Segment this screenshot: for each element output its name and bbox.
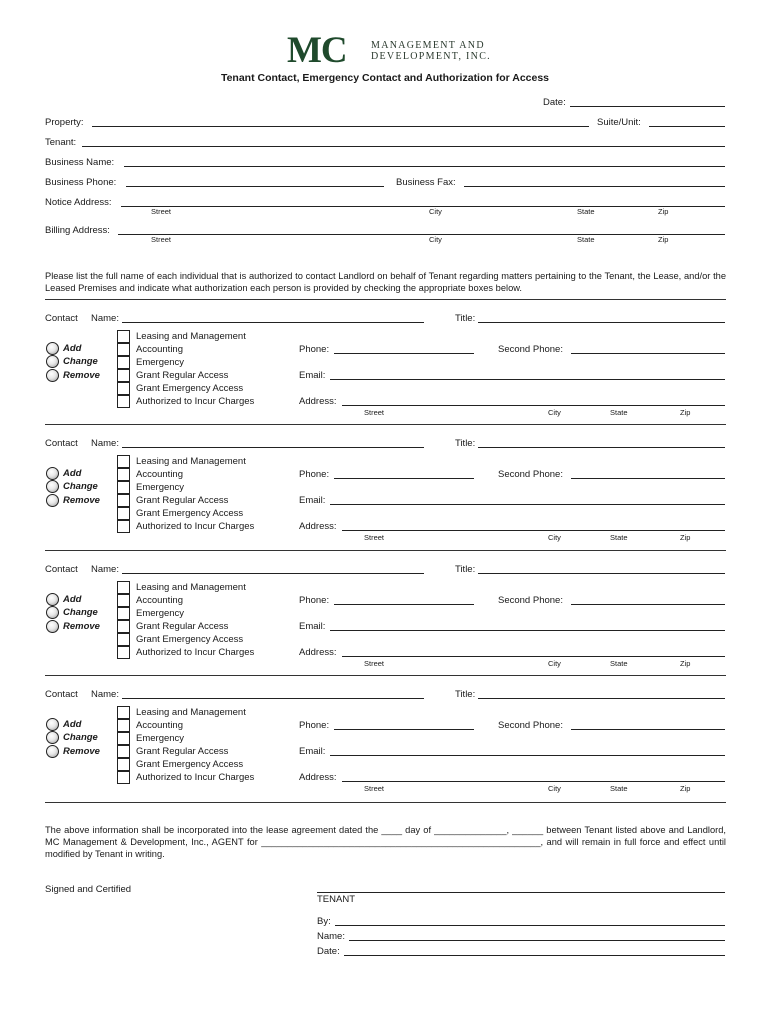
company-logo-mark: MC <box>287 30 347 71</box>
contact-name-field[interactable] <box>122 322 424 323</box>
contact-address-field[interactable] <box>342 530 725 531</box>
contact-phone-field[interactable] <box>334 478 474 479</box>
property-label: Property: <box>45 117 84 128</box>
contact-second-phone-label: Second Phone: <box>498 469 563 480</box>
contact-label: Contact <box>45 313 78 324</box>
contact-email-field[interactable] <box>330 379 725 380</box>
contact-phone-field[interactable] <box>334 353 474 354</box>
contact-email-label: Email: <box>299 495 326 506</box>
signer-date-label: Date: <box>317 946 340 957</box>
auth-grant-regular-access-checkbox[interactable] <box>117 620 130 633</box>
action-remove-radio[interactable] <box>46 494 59 507</box>
auth-grant-regular-access-label: Grant Regular Access <box>136 746 229 757</box>
signer-name-label: Name: <box>317 931 345 942</box>
business-name-label: Business Name: <box>45 157 115 168</box>
contact-name-field[interactable] <box>122 698 424 699</box>
action-add-label: Add <box>63 594 82 605</box>
company-logo-line2: DEVELOPMENT, INC. <box>371 51 491 62</box>
contact-phone-field[interactable] <box>334 729 474 730</box>
contact-city-label: City <box>548 659 561 668</box>
contact-zip-label: Zip <box>680 784 691 793</box>
action-remove-label: Remove <box>63 370 100 381</box>
auth-grant-emergency-access-checkbox[interactable] <box>117 382 130 395</box>
form-title: Tenant Contact, Emergency Contact and Authorization for Access <box>220 72 550 84</box>
tenant-label: Tenant: <box>45 137 77 148</box>
contact-name-field[interactable] <box>122 447 424 448</box>
business-fax-field[interactable] <box>464 186 725 187</box>
auth-accounting-label: Accounting <box>136 595 184 606</box>
contact-second-phone-field[interactable] <box>571 604 725 605</box>
contact-state-label: State <box>610 659 628 668</box>
company-logo-line1: MANAGEMENT AND <box>371 40 485 51</box>
billing-state-label: State <box>577 235 595 244</box>
contact-label: Contact <box>45 689 78 700</box>
auth-leasing-and-management-label: Leasing and Management <box>136 331 246 342</box>
instructions-text: Please list the full name of each individual that is authorized to contact Landlord on behalf of Tenant regarding matters pertaining to the Tenant, the Lease, and/or the Leased Premises and indicate what authorization each person is provided by checking the appropriate boxes below. <box>45 271 726 293</box>
action-change-radio[interactable] <box>46 480 59 493</box>
contact-name-label: Name: <box>91 313 119 324</box>
action-remove-label: Remove <box>63 621 100 632</box>
contact-email-field[interactable] <box>330 504 725 505</box>
contact-phone-label: Phone: <box>299 469 330 480</box>
contact-title-field[interactable] <box>478 698 725 699</box>
contact-title-field[interactable] <box>478 447 725 448</box>
contact-second-phone-field[interactable] <box>571 729 725 730</box>
tenant-label: TENANT <box>317 894 355 905</box>
contact-address-label: Address: <box>299 521 337 532</box>
property-field[interactable] <box>92 126 589 127</box>
by-label: By: <box>317 916 331 927</box>
contact-title-label: Title: <box>455 313 476 324</box>
business-fax-label: Business Fax: <box>396 177 456 188</box>
contact-second-phone-label: Second Phone: <box>498 595 563 606</box>
suite-field[interactable] <box>649 126 725 127</box>
action-remove-label: Remove <box>63 495 100 506</box>
contact-title-label: Title: <box>455 438 476 449</box>
notice-address-label: Notice Address: <box>45 197 112 208</box>
auth-accounting-checkbox[interactable] <box>117 468 130 481</box>
auth-authorized-to-incur-charges-checkbox[interactable] <box>117 395 130 408</box>
contact-phone-label: Phone: <box>299 720 330 731</box>
notice-street-label: Street <box>151 207 172 216</box>
auth-authorized-to-incur-charges-checkbox[interactable] <box>117 771 130 784</box>
tenant-signature-line[interactable] <box>317 892 725 893</box>
contact-zip-label: Zip <box>680 659 691 668</box>
action-remove-radio[interactable] <box>46 620 59 633</box>
auth-authorized-to-incur-charges-checkbox[interactable] <box>117 520 130 533</box>
action-remove-radio[interactable] <box>46 745 59 758</box>
contact-name-label: Name: <box>91 438 119 449</box>
contact-separator <box>45 675 726 676</box>
date-field[interactable] <box>570 106 725 107</box>
action-add-radio[interactable] <box>46 342 59 355</box>
auth-authorized-to-incur-charges-checkbox[interactable] <box>117 646 130 659</box>
contact-city-label: City <box>548 408 561 417</box>
contact-separator <box>45 550 726 551</box>
contact-street-label: Street <box>364 659 385 668</box>
contact-label: Contact <box>45 564 78 575</box>
business-phone-field[interactable] <box>126 186 384 187</box>
auth-authorized-to-incur-charges-label: Authorized to Incur Charges <box>136 521 255 532</box>
suite-label: Suite/Unit: <box>597 117 641 128</box>
contact-name-label: Name: <box>91 689 119 700</box>
action-change-radio[interactable] <box>46 606 59 619</box>
action-change-radio[interactable] <box>46 731 59 744</box>
contact-title-field[interactable] <box>478 322 725 323</box>
billing-zip-label: Zip <box>658 235 669 244</box>
action-remove-radio[interactable] <box>46 369 59 382</box>
auth-leasing-and-management-label: Leasing and Management <box>136 456 246 467</box>
notice-city-label: City <box>429 207 442 216</box>
auth-grant-emergency-access-label: Grant Emergency Access <box>136 634 244 645</box>
signer-date-field[interactable] <box>344 955 725 956</box>
action-add-radio[interactable] <box>46 593 59 606</box>
auth-grant-regular-access-label: Grant Regular Access <box>136 621 229 632</box>
contact-name-label: Name: <box>91 564 119 575</box>
notice-state-label: State <box>577 207 595 216</box>
contact-phone-label: Phone: <box>299 344 330 355</box>
contact-address-label: Address: <box>299 647 337 658</box>
auth-accounting-checkbox[interactable] <box>117 343 130 356</box>
contact-email-label: Email: <box>299 621 326 632</box>
signer-name-field[interactable] <box>349 940 725 941</box>
auth-emergency-checkbox[interactable] <box>117 481 130 494</box>
auth-grant-regular-access-checkbox[interactable] <box>117 369 130 382</box>
auth-grant-emergency-access-checkbox[interactable] <box>117 633 130 646</box>
auth-accounting-label: Accounting <box>136 344 184 355</box>
billing-city-label: City <box>429 235 442 244</box>
auth-grant-regular-access-checkbox[interactable] <box>117 494 130 507</box>
contact-zip-label: Zip <box>680 533 691 542</box>
auth-emergency-label: Emergency <box>136 608 185 619</box>
auth-leasing-and-management-label: Leasing and Management <box>136 707 246 718</box>
contact-separator <box>45 424 726 425</box>
auth-emergency-checkbox[interactable] <box>117 356 130 369</box>
action-change-label: Change <box>63 356 98 367</box>
date-label: Date: <box>543 97 566 108</box>
by-field[interactable] <box>335 925 725 926</box>
auth-accounting-checkbox[interactable] <box>117 594 130 607</box>
auth-leasing-and-management-label: Leasing and Management <box>136 582 246 593</box>
contact-zip-label: Zip <box>680 408 691 417</box>
contact-email-label: Email: <box>299 746 326 757</box>
auth-authorized-to-incur-charges-label: Authorized to Incur Charges <box>136 772 255 783</box>
contact-second-phone-field[interactable] <box>571 353 725 354</box>
action-add-label: Add <box>63 719 82 730</box>
contact-address-field[interactable] <box>342 781 725 782</box>
contact-address-field[interactable] <box>342 405 725 406</box>
contact-city-label: City <box>548 533 561 542</box>
action-change-label: Change <box>63 732 98 743</box>
contact-separator <box>45 299 726 300</box>
auth-grant-regular-access-checkbox[interactable] <box>117 745 130 758</box>
auth-accounting-label: Accounting <box>136 720 184 731</box>
contact-phone-label: Phone: <box>299 595 330 606</box>
contact-email-field[interactable] <box>330 755 725 756</box>
contact-street-label: Street <box>364 784 385 793</box>
action-change-label: Change <box>63 607 98 618</box>
auth-grant-emergency-access-label: Grant Emergency Access <box>136 508 244 519</box>
signed-certified-label: Signed and Certified <box>45 884 132 895</box>
auth-emergency-label: Emergency <box>136 357 185 368</box>
auth-authorized-to-incur-charges-label: Authorized to Incur Charges <box>136 396 255 407</box>
auth-accounting-label: Accounting <box>136 469 184 480</box>
action-add-radio[interactable] <box>46 718 59 731</box>
billing-address-label: Billing Address: <box>45 225 110 236</box>
contact-title-label: Title: <box>455 689 476 700</box>
action-add-radio[interactable] <box>46 467 59 480</box>
auth-leasing-and-management-checkbox[interactable] <box>117 581 130 594</box>
contact-label: Contact <box>45 438 78 449</box>
contact-separator <box>45 802 726 803</box>
notice-address-field[interactable] <box>121 206 725 207</box>
contact-email-field[interactable] <box>330 630 725 631</box>
business-name-field[interactable] <box>124 166 725 167</box>
contact-address-label: Address: <box>299 396 337 407</box>
contact-state-label: State <box>610 533 628 542</box>
auth-authorized-to-incur-charges-label: Authorized to Incur Charges <box>136 647 255 658</box>
auth-grant-emergency-access-checkbox[interactable] <box>117 507 130 520</box>
auth-grant-emergency-access-label: Grant Emergency Access <box>136 383 244 394</box>
auth-emergency-label: Emergency <box>136 733 185 744</box>
contact-second-phone-label: Second Phone: <box>498 720 563 731</box>
contact-title-label: Title: <box>455 564 476 575</box>
contact-address-field[interactable] <box>342 656 725 657</box>
contact-street-label: Street <box>364 408 385 417</box>
contact-city-label: City <box>548 784 561 793</box>
billing-address-field[interactable] <box>118 234 725 235</box>
auth-grant-emergency-access-checkbox[interactable] <box>117 758 130 771</box>
action-add-label: Add <box>63 468 82 479</box>
auth-leasing-and-management-checkbox[interactable] <box>117 455 130 468</box>
contact-title-field[interactable] <box>478 573 725 574</box>
action-remove-label: Remove <box>63 746 100 757</box>
business-phone-label: Business Phone: <box>45 177 117 188</box>
auth-grant-emergency-access-label: Grant Emergency Access <box>136 759 244 770</box>
auth-leasing-and-management-checkbox[interactable] <box>117 330 130 343</box>
auth-emergency-checkbox[interactable] <box>117 607 130 620</box>
contact-second-phone-field[interactable] <box>571 478 725 479</box>
notice-zip-label: Zip <box>658 207 669 216</box>
contact-street-label: Street <box>364 533 385 542</box>
contact-state-label: State <box>610 784 628 793</box>
action-add-label: Add <box>63 343 82 354</box>
auth-leasing-and-management-checkbox[interactable] <box>117 706 130 719</box>
action-change-radio[interactable] <box>46 355 59 368</box>
billing-street-label: Street <box>151 235 172 244</box>
tenant-field[interactable] <box>82 146 725 147</box>
closing-paragraph: The above information shall be incorporated into the lease agreement dated the ____ day of ______________, ______ between Tenant listed above and Landlord, MC Management & Development, Inc., AGENT for ______________________________________________________, and will remain in full force and effect until modified by Tenant in writing. <box>45 825 726 859</box>
action-change-label: Change <box>63 481 98 492</box>
contact-second-phone-label: Second Phone: <box>498 344 563 355</box>
contact-name-field[interactable] <box>122 573 424 574</box>
contact-phone-field[interactable] <box>334 604 474 605</box>
contact-address-label: Address: <box>299 772 337 783</box>
auth-emergency-label: Emergency <box>136 482 185 493</box>
contact-email-label: Email: <box>299 370 326 381</box>
auth-grant-regular-access-label: Grant Regular Access <box>136 370 229 381</box>
auth-grant-regular-access-label: Grant Regular Access <box>136 495 229 506</box>
auth-accounting-checkbox[interactable] <box>117 719 130 732</box>
auth-emergency-checkbox[interactable] <box>117 732 130 745</box>
contact-state-label: State <box>610 408 628 417</box>
